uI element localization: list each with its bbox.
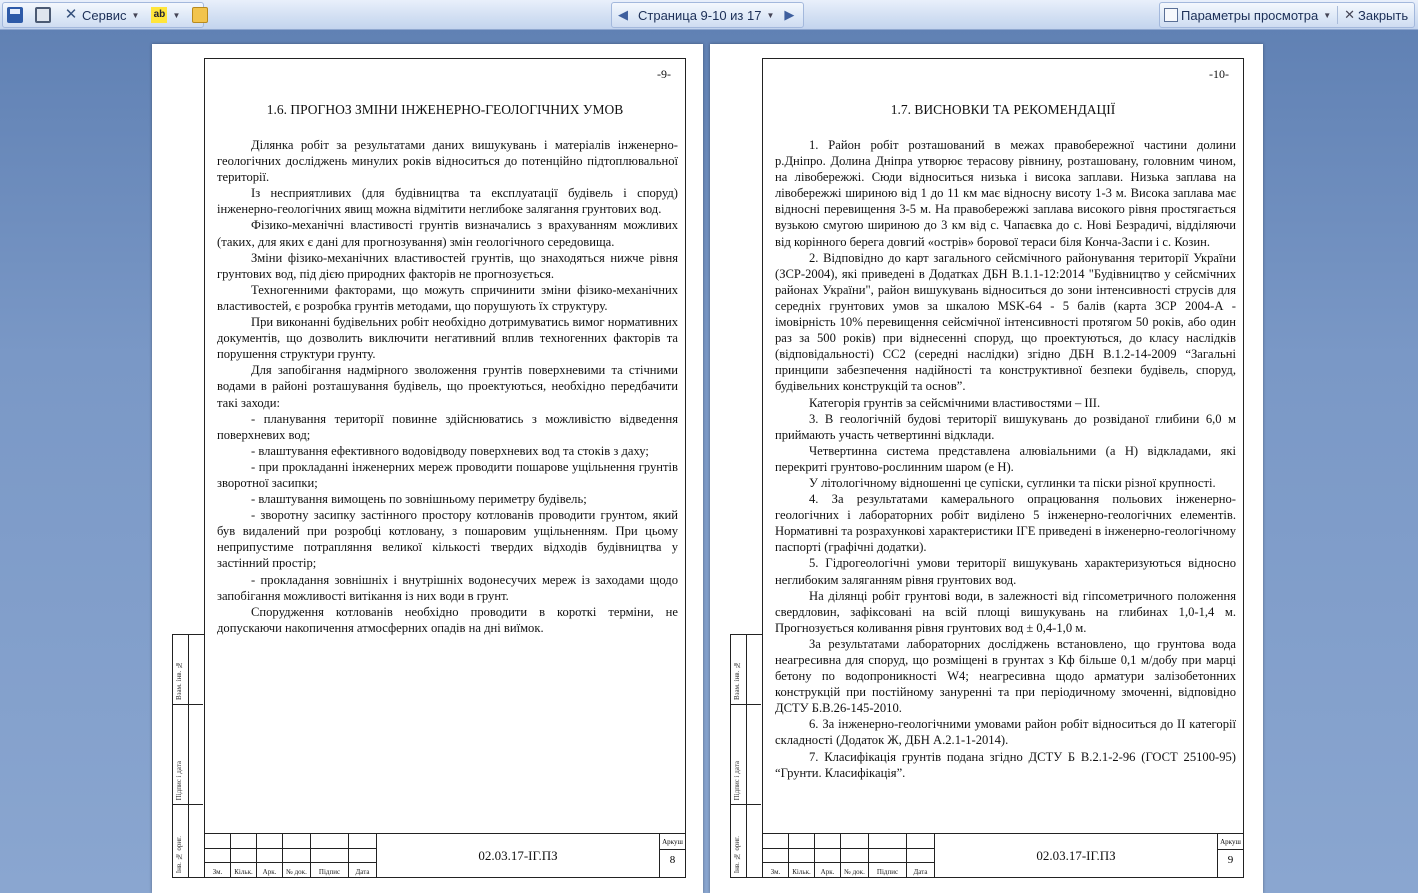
stamp-col — [789, 834, 815, 878]
spelling-button[interactable] — [147, 4, 184, 26]
paragraph: Ділянка робіт за результатами даних вишукувань і матеріалів інженерно-геологічних досліджень минулих років відноситься до потенційно підтоплювальної території. — [217, 138, 678, 185]
side-cell-orig-inv — [173, 805, 203, 877]
stamp-header: № док. — [844, 868, 865, 876]
side-cell-signature-date — [731, 705, 761, 805]
close-label: Закрыть — [1358, 7, 1409, 23]
sheet-box — [659, 834, 685, 878]
stamp-header: Підпис — [318, 868, 341, 876]
stamp-col — [907, 834, 935, 878]
stamp-col — [205, 834, 231, 878]
side-label: Підпис і дата — [175, 760, 183, 800]
side-label: Взам. інв. № — [175, 661, 183, 700]
paragraph: - прокладання зовнішніх і внутрішніх водонесучих мереж із заходами щодо запобігання можливості витікання із них води в грунт. — [217, 572, 678, 603]
service-menu-button[interactable] — [59, 4, 143, 26]
stamp-col — [283, 834, 311, 878]
stamp-header: Арк. — [820, 868, 835, 876]
stamp-header: Дата — [355, 868, 370, 876]
stamp-header: Кільк. — [234, 868, 253, 876]
stamp-col — [841, 834, 869, 878]
document-page-10 — [710, 44, 1263, 893]
paragraph: - влаштування ефективного водовідводу поверхневих вод та стоків з даху; — [251, 443, 649, 458]
next-page-icon: ▶ — [784, 7, 795, 22]
paragraph: 5. Гідрогеологічні умови території вишукувань характеризуються відносно неглибоким заляганням рівня грунтових вод. — [775, 556, 1236, 587]
next-page-button[interactable] — [778, 4, 800, 26]
stamp-header: Зм. — [212, 868, 223, 876]
paragraph: - планування території повинне здійснюватись з можливістю відведення поверхневих вод; — [217, 411, 678, 442]
view-options-icon — [1164, 8, 1178, 22]
paragraph: Із несприятливих (для будівництва та експлуатації будівель і споруд) інженерно-геологічних явищ можна відмітити неглибоке залягання грунтових вод. — [217, 186, 678, 217]
section-title: 1.7. ВИСНОВКИ ТА РЕКОМЕНДАЦІЇ — [890, 102, 1116, 117]
toolbar-right-group — [1159, 2, 1415, 28]
close-icon: ✕ — [1344, 7, 1356, 22]
toolbar-left-group — [2, 2, 204, 28]
paragraph: Четвертинна система представлена алювіальними (а Н) відкладами, які перекриті грунтово-рослинним шаром (е Н). — [775, 443, 1236, 474]
chevron-down-icon: ▼ — [1323, 10, 1332, 20]
stamp-col — [869, 834, 907, 878]
side-label: Інв. № ориг. — [733, 835, 741, 873]
tools-icon: ✕ — [64, 6, 78, 23]
document-code: 02.03.17-ІГ.ПЗ — [1036, 848, 1116, 863]
chevron-down-icon: ▼ — [766, 10, 775, 20]
side-cell-replace-inv — [731, 635, 761, 705]
page-selector[interactable] — [634, 4, 778, 26]
view-options-label: Параметры просмотра — [1181, 7, 1319, 23]
stamp-header: № док. — [286, 868, 307, 876]
sheet-number: 8 — [669, 854, 676, 866]
paragraph: 6. За інженерно-геологічними умовами район робіт відноситься до ІІ категорії складності (Додаток Ж, ДБН А.2.1-1-2014). — [775, 717, 1236, 748]
toolbar-separator — [1337, 6, 1338, 24]
document-page-9 — [152, 44, 703, 893]
paragraph: Категорія грунтів за сейсмічними властивостями – ІІІ. — [809, 395, 1101, 410]
paragraph: 1. Район робіт розташований в межах правобережної частини долини р.Дніпро. Долина Дніпра утворює терасову рівнину, розташовану, головним чином, на лівобережжі. Сюди відноситься низька і висока заплави. Низька заплава на лівобережжі шириною від 1 до 11 км має відносну висоту 1-3 м. Висока заплава має відносні перевищення 3-5 м. На правобережжі заплава високого рівня простягається вузькою смугою шириною до 3 км від с. Чапаєвка до с. Нові Безрадичі, відділяючи від корінного берега довгий «острів» борової тераси біля Конча-Заспи і с. Козин. — [775, 138, 1236, 249]
page-body — [775, 137, 1236, 781]
chevron-down-icon: ▼ — [172, 10, 181, 20]
paragraph: У літологічному відношенні це супіски, суглинки та піски різної крупності. — [809, 475, 1216, 490]
service-label: Сервис — [82, 7, 127, 23]
page-number: -10- — [1209, 67, 1229, 81]
stamp-col — [815, 834, 841, 878]
side-label: Підпис і дата — [733, 760, 741, 800]
paragraph: Для запобігання надмірного зволоження грунтів поверхневими та стічними водами в районі розташування будівель, що проектуються, необхідно передбачити такі заходи: — [217, 363, 678, 410]
stamp-col — [231, 834, 257, 878]
stamp-col — [311, 834, 349, 878]
document-code: 02.03.17-ІГ.ПЗ — [478, 848, 558, 863]
prev-page-icon: ◀ — [618, 7, 628, 22]
stamp-col — [257, 834, 283, 878]
stamp-col — [763, 834, 789, 878]
stamp-header: Зм. — [770, 868, 781, 876]
sheet-box — [1217, 834, 1243, 878]
paragraph: За результатами лабораторних досліджень встановлено, що грунтова вода неагресивна для споруд, що розміщені в грунтах з Кф більше 0,1 м/добу при марці бетону по водопроникності W4; неагресивна щодо арматури залізобетонних конструкцій при постійному зануренні та при періодичному змоченні, відповідно ДСТУ Б.В.26-145-2010. — [775, 636, 1236, 716]
view-options-button[interactable] — [1160, 4, 1335, 26]
sheet-number: 9 — [1227, 854, 1234, 866]
page-body — [217, 137, 678, 636]
save-button[interactable] — [3, 4, 27, 26]
paragraph: - влаштування вимощень по зовнішньому периметру будівель; — [251, 492, 587, 507]
paragraph: Зміни фізико-механічних властивостей грунтів, що знаходяться нижче рівня грунтових вод, під дією природних факторів не прогнозується. — [217, 250, 678, 281]
chevron-down-icon: ▼ — [131, 10, 140, 20]
print-button[interactable] — [31, 4, 55, 26]
side-cell-replace-inv — [173, 635, 203, 705]
page-number: -9- — [657, 67, 671, 81]
title-block — [205, 833, 685, 877]
paragraph: Спорудження котлованів необхідно проводити в короткі терміни, не допускаючи накопичення атмосферних опадів на дні виїмок. — [217, 604, 678, 635]
paragraph: 7. Класифікація грунтів подана згідно ДСТУ Б В.2.1-2-96 (ГОСТ 25100-95) “Грунти. Класифікація”. — [775, 749, 1236, 780]
stamp-header: Арк. — [262, 868, 277, 876]
prev-page-button[interactable] — [612, 4, 634, 26]
folder-icon — [192, 7, 208, 23]
paragraph: Фізико-механічні властивості грунтів визначались з врахуванням можливих (таких, для яких є дані для прогнозування) змін геологічного середовища. — [217, 218, 678, 249]
open-folder-button[interactable] — [188, 4, 212, 26]
paragraph: - зворотну засипку застінного простору котлованів проводити грунтом, який був видалений при розробці котловану, з пошаровим ущільненням. При цьому неприпустиме потрапляння великої кількості твердих відходів будівництва у застінний простір; — [217, 508, 678, 571]
sheet-label: Аркуш — [1218, 836, 1243, 850]
section-title: 1.6. ПРОГНОЗ ЗМІНИ ІНЖЕНЕРНО-ГЕОЛОГІЧНИХ УМОВ — [266, 102, 624, 117]
close-button[interactable] — [1340, 4, 1412, 26]
paragraph: На ділянці робіт грунтові води, в залежності від гіпсометричного положення свердловин, зафіксовані на всій площі вишукувань на глибинах 1,0-1,4 м. Прогнозується коливання рівня грунтових вод ± 0,4-1,0 м. — [775, 588, 1236, 635]
spelling-icon: ab — [151, 7, 167, 23]
title-block — [763, 833, 1243, 877]
page-frame — [204, 58, 686, 878]
stamp-col — [349, 834, 377, 878]
page-navigation — [611, 2, 804, 28]
print-icon — [35, 7, 51, 23]
save-icon — [7, 7, 23, 23]
paragraph: 3. В геологічній будові території вишукувань до розвіданої глибини 6,0 м приймають участь четвертинні відклади. — [775, 411, 1236, 442]
side-strip — [172, 634, 204, 878]
print-preview-toolbar — [0, 0, 1418, 30]
side-label: Взам. інв. № — [733, 661, 741, 700]
sheet-label: Аркуш — [660, 836, 685, 850]
side-strip — [730, 634, 762, 878]
paragraph: 4. За результатами камерального опрацювання польових інженерно-геологічних і лабораторних робіт виділено 5 інженерно-геологічних елементів. Нормативні та розрахункові характеристики ІГЕ приведені в інженерно-геологічному паспорті (графічні додатки). — [775, 492, 1236, 555]
paragraph: Техногенними факторами, що можуть спричинити зміни фізико-механічних властивостей, є розробка грунтів методами, що порушують їх структуру. — [217, 282, 678, 313]
page-indicator: Страница 9-10 из 17 — [638, 7, 762, 23]
stamp-header: Підпис — [876, 868, 899, 876]
paragraph: При виконанні будівельних робіт необхідно дотримуватись вимог нормативних документів, що дозволить виключити негативний вплив техногенних факторів та порушення структури грунту. — [217, 315, 678, 362]
side-cell-signature-date — [173, 705, 203, 805]
paragraph: 2. Відповідно до карт загального сейсмічного районування території України (ЗСР-2004), які приведені в Додатках ДБН В.1.1-12:2014 "Будівництво у сейсмічних районах України", район вишукувань відноситься до зони інтенсивності струсів для середніх грунтових умов за шкалою MSK-64 - 5 балів (карта ЗСР 2004-А - імовірність 10% перевищення сейсмічної інтенсивності протягом 50 років, або один раз за 500 років) при віднесенні споруд, що проектуються, до класу наслідків (відповідальності) СС2 (середні наслідки) згідно ДБН В.1.2-14-2009 “Загальні принципи забезпечення надійності та конструктивної безпеки будівель, споруд, будівельних конструкцій та основ”. — [775, 250, 1236, 394]
stamp-header: Кільк. — [792, 868, 811, 876]
page-frame — [762, 58, 1244, 878]
paragraph: - при прокладанні інженерних мереж проводити пошарове ущільнення грунтів зворотної засипки; — [217, 459, 678, 490]
side-cell-orig-inv — [731, 805, 761, 877]
side-label: Інв. № ориг. — [175, 835, 183, 873]
stamp-header: Дата — [913, 868, 928, 876]
